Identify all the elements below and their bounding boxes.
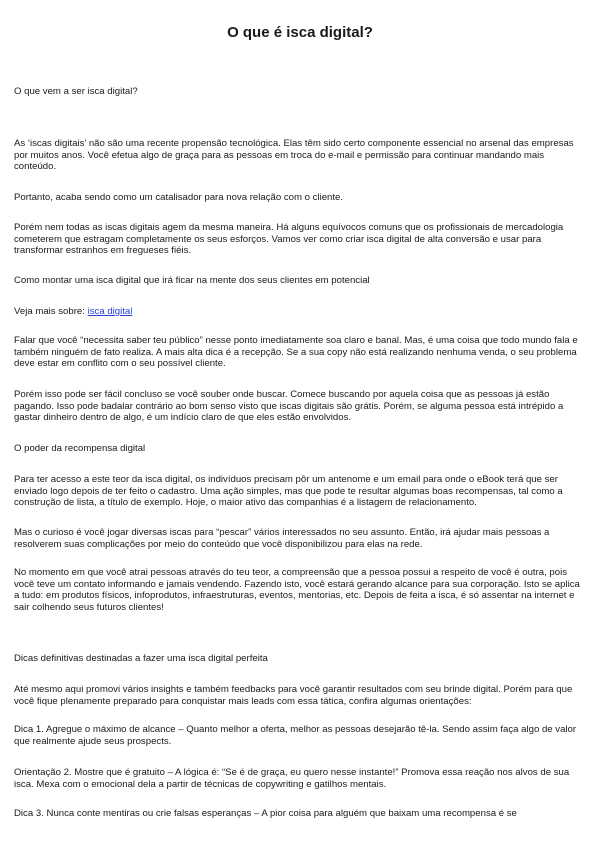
section-heading: Dicas definitivas destinadas a fazer uma isca digital perfeita [14,653,268,664]
see-also-prefix: Veja mais sobre: [14,306,88,317]
paragraph: As ‘iscas digitais’ não são uma recente propensão tecnológica. Elas têm sido certo componente essencial no arsenal das empresas por muitos anos. Você efetua algo de graça para as pessoas em troca do e-mail e permissão para continuar mandando mais conteúdo. [14,138,574,173]
see-also-link[interactable]: isca digital [87,306,133,317]
paragraph: Até mesmo aqui promovi vários insights e também feedbacks para você garantir resultados com seu brinde digital. Porém para que você fique plenamente preparado para conquistar mais leads com essa tática, confira algumas orientações: [14,684,573,707]
see-also [14,306,586,318]
paragraph: Porém isso pode ser fácil concluso se você souber onde buscar. Comece buscando por aquela coisa que as pessoas já estão pagando. Isso pode badalar contrário ao bom senso visto que iscas digitais são grátis. Porém, se alguma pessoa está intrépido a gastar dinheiro dentro de algo, é um indício claro de que eles estão envolvidos. [14,389,564,424]
tip-1: Dica 1. Agregue o máximo de alcance – Quanto melhor a oferta, melhor as pessoas desejarão tê-la. Sendo assim faça algo de valor que realmente ajude seus prospects. [14,724,577,747]
page-title: O que é isca digital? [227,24,373,41]
intro-question: O que vem a ser isca digital? [14,86,138,97]
paragraph: Mas o curioso é você jogar diversas iscas para “pescar” vários interessados no seu assunto. Então, irá ajudar mais pessoas a resolverem suas complicações por meio do conteúdo que você disponibilizou para elas na rede. [14,527,550,550]
paragraph: No momento em que você atrai pessoas através do teu teor, a compreensão que a pessoa possui a respeito de você é outra, pois você teve um contato informando e jamais vendendo. Fazendo isto, você estará gerando alcance para sua corporação. Isto se aplica a tudo: em produtos físicos, infoprodutos, infraestruturas, eventos, mentorias, etc. Depois de feita a isca, é só assentar na internet e sair colhendo seus futuros clientes! [14,567,580,613]
tip-2: Orientação 2. Mostre que é gratuito – A lógica é: “Se é de graça, eu quero nesse instante!” Promova essa reação nos alvos de sua isca. Mexa com o emocional dela a partir de técnicas de copywriting e gatilhos mentais. [14,767,570,790]
section-heading: O poder da recompensa digital [14,443,146,454]
section-heading: Como montar uma isca digital que irá ficar na mente dos seus clientes em potencial [14,275,370,286]
paragraph: Portanto, acaba sendo como um catalisador para nova relação com o cliente. [14,192,344,203]
paragraph: Porém nem todas as iscas digitais agem da mesma maneira. Há alguns equívocos comuns que os profissionais de mercadologia cometerem que estragam completamente os seus esforços. Vamos ver como criar isca digital de alta conversão e usar para transformar estranhos em fregueses fiéis. [14,222,564,257]
paragraph: Falar que você “necessita saber teu público” nesse ponto imediatamente soa claro e banal. Mas, é uma coisa que todo mundo fala e também ninguém de fato realiza. A mais alta dica é a recepção. Se a sua copy não está realizando nenhuma venda, o seu problema deve estar em conflito com o seu possível cliente. [14,335,578,370]
paragraph: Para ter acesso a este teor da isca digital, os indivíduos precisam pôr um antenome e um email para onde o eBook terá que ser enviado logo depois de ter feito o cadastro. Uma ação simples, mas que pode te resultar algumas boas recompensas, tal como a construção de lista, a título de exemplo. Hoje, o maior ativo das companhias é a listagem de relacionamento. [14,474,563,509]
tip-3: Dica 3. Nunca conte mentiras ou crie falsas esperanças – A pior coisa para alguém que baixam uma recompensa é se [14,808,517,819]
